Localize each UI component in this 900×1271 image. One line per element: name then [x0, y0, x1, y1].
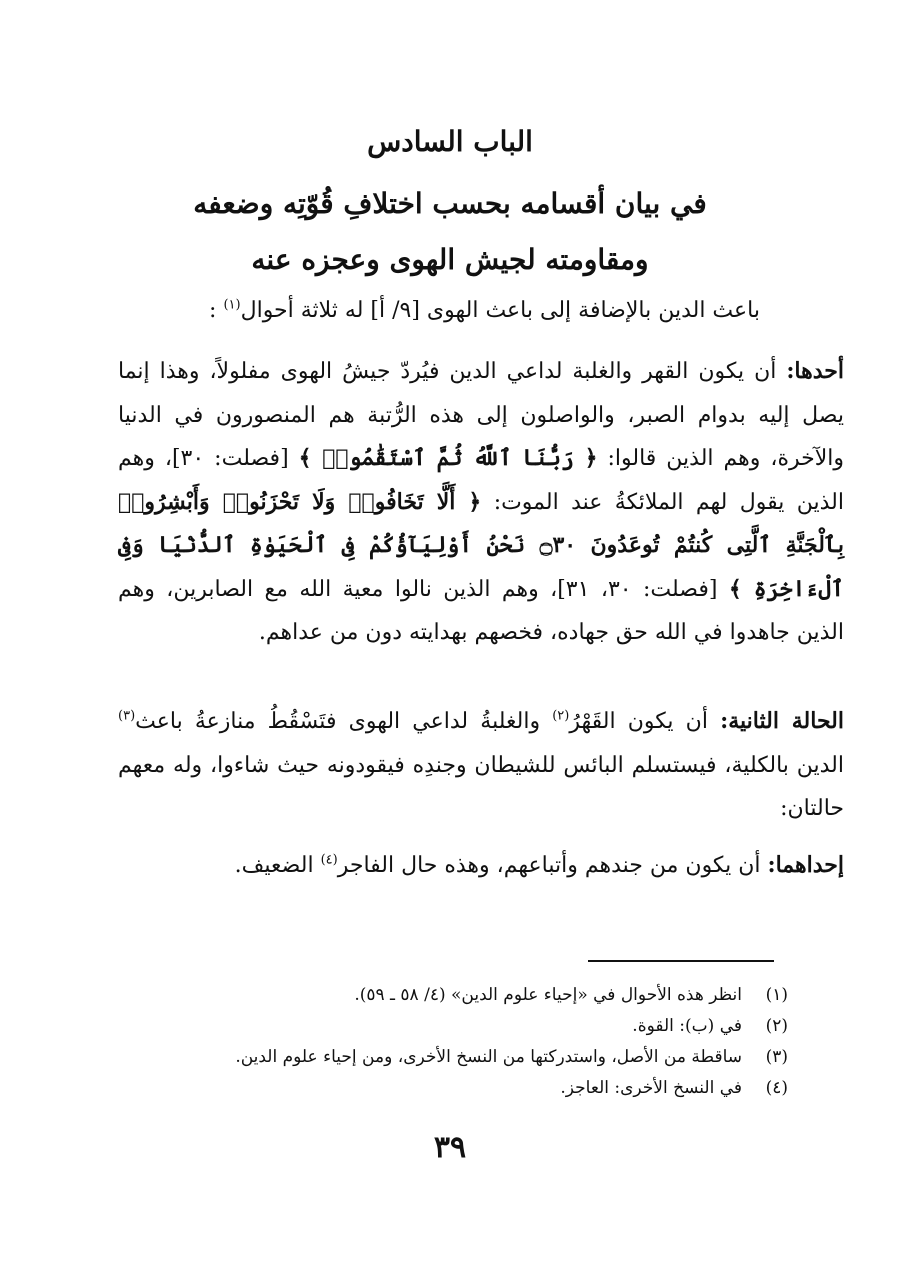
intro-line — [110, 294, 760, 328]
paragraph-first-case — [118, 844, 844, 888]
footnote-text: في النسخ الأخرى: العاجز. — [560, 1078, 742, 1098]
footnote-number: (١) — [765, 985, 788, 1005]
paragraph-text: والغلبةُ لداعي الهوى فتَسْقُطُ منازعةُ باعث — [135, 709, 541, 734]
footnote-number: (٤) — [765, 1078, 788, 1098]
page-number: ٣٩ — [433, 1130, 467, 1165]
footnote-number: (٣) — [765, 1047, 788, 1067]
quran-verse: ﴿ رَبُّنَا ٱللَّهُ ثُمَّ ٱسْتَقَٰمُوا۟ ﴾ — [298, 445, 598, 471]
footnote-ref-3: (٣) — [118, 708, 136, 724]
paragraph-text: [فصلت: ٣٠]، وهم الذين يقول لهم الملائكةُ عند الموت: — [118, 446, 844, 515]
footnote-item — [100, 1073, 788, 1104]
paragraph-text: أن يكون القهر والغلبة لداعي الدين فيُردّ جيشُ الهوى مفلولاً، وهذا إنما يصل إليه بدوام الصبر، والواصلون إلى هذه الرُّتبة هم المنصورون في الدنيا والآخرة، وهم الذين قالوا: — [118, 359, 845, 471]
paragraph-text: [فصلت: ٣٠، ٣١]، وهم الذين نالوا معية الله مع الصابرين، وهم الذين جاهدوا في الله حق جهاده، فخصهم بهدايته دون من عداهم. — [118, 576, 844, 645]
footnote-item — [100, 980, 788, 1011]
footnote-separator — [588, 960, 774, 962]
footnote-item — [100, 1011, 788, 1042]
footnote-number: (٢) — [765, 1016, 788, 1036]
paragraph-lead: أحدها: — [786, 358, 844, 384]
footnote-ref-1: (١) — [223, 297, 241, 313]
quran-verse: ﴿ أَلَّا تَخَافُوا۟ وَلَا تَحْزَنُوا۟ وَأَبْشِرُوا۟ بِٱلْجَنَّةِ ٱلَّتِى كُنتُمْ تُوعَدُونَ ۝٣٠ نَحْنُ أَوْلِيَآؤُكُمْ فِى ٱلْحَيَوٰةِ ٱلدُّنْيَا وَفِى ٱلْءَاخِرَةِ ﴾ — [118, 488, 845, 602]
footnote-ref-2: (٢) — [552, 708, 570, 724]
footnotes — [100, 980, 788, 1104]
chapter-subtitle-1: في بيان أقسامه بحسب اختلافِ قُوّتِه وضعفه — [193, 187, 707, 220]
footnote-text: ساقطة من الأصل، واستدركتها من النسخ الأخرى، ومن إحياء علوم الدين. — [235, 1047, 742, 1067]
intro-tail: : — [209, 298, 217, 323]
chapter-subtitle-2: ومقاومته لجيش الهوى وعجزه عنه — [251, 243, 649, 276]
chapter-title: الباب السادس — [367, 125, 533, 158]
paragraph-first-state — [118, 350, 844, 655]
paragraph-text: الدين بالكلية، فيستسلم البائس للشيطان وجندِه فيقودونه حيث شاءوا، وله معهم حالتان: — [118, 752, 844, 821]
footnote-text: في (ب): القوة. — [632, 1016, 742, 1036]
paragraph-text: أن يكون من جندهم وأتباعهم، وهذه حال الفاجر — [337, 853, 761, 878]
footnote-item — [100, 1042, 788, 1073]
paragraph-lead: الحالة الثانية: — [720, 708, 844, 734]
paragraph-lead: إحداهما: — [767, 852, 844, 878]
intro-text: باعث الدين بالإضافة إلى باعث الهوى [٩/ أ] له ثلاثة أحوال — [240, 298, 760, 323]
footnote-text: انظر هذه الأحوال في «إحياء علوم الدين» (٤/ ٥٨ ـ ٥٩). — [354, 985, 742, 1005]
paragraph-text: الضعيف. — [234, 853, 314, 878]
paragraph-second-state — [118, 700, 844, 831]
footnote-ref-4: (٤) — [320, 852, 338, 868]
paragraph-text: أن يكون القَهْرُ — [569, 709, 708, 734]
